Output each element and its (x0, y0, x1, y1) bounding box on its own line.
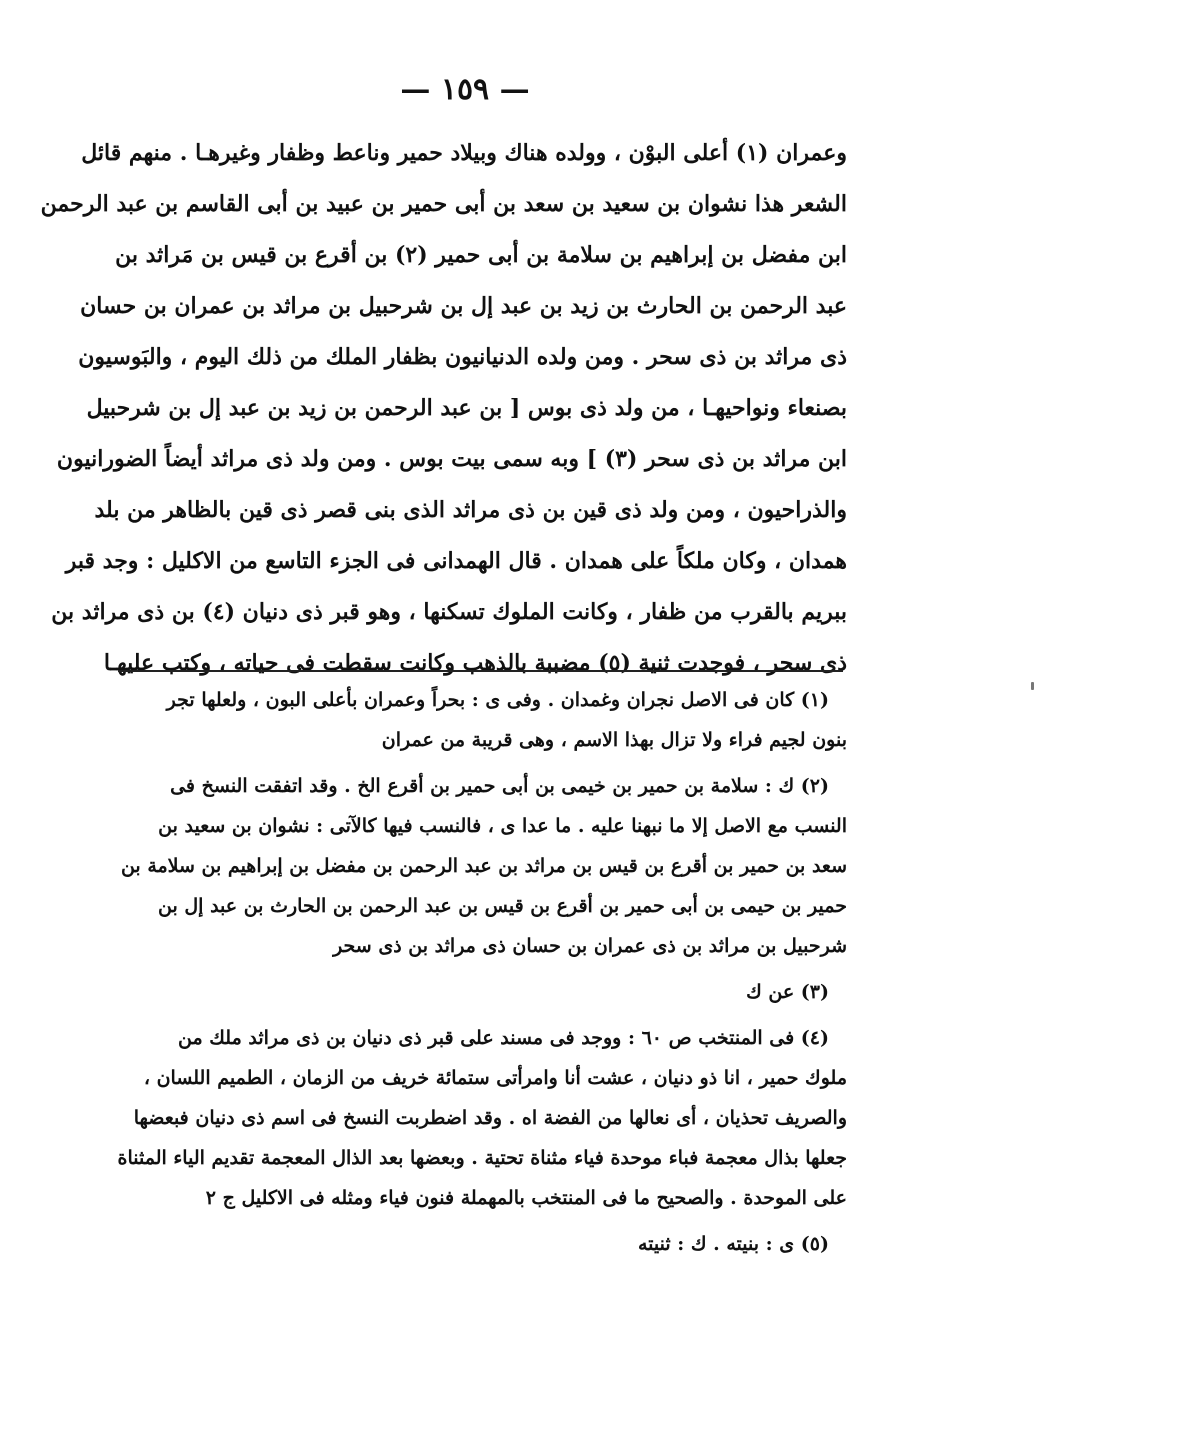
body-line: ذى مراثد بن ذى سحر . ومن ولده الدنيانيون بظفار الملك من ذلك اليوم ، والبَوسيون (78, 344, 847, 370)
main-text (40, 128, 847, 689)
body-line: ببريم بالقرب من ظفار ، وكانت الملوك تسكنها ، وهو قبر ذى دنيان (٤) بن ذى مراثد بن (51, 599, 847, 625)
footnote-line: سعد بن حمير بن أقرع بن قيس بن مراثد بن عبد الرحمن بن مفضل بن إبراهيم بن سلامة بن (120, 855, 847, 877)
footnote-5 (112, 1224, 847, 1264)
footnote-line: بنون لجيم فراء ولا تزال بهذا الاسم ، وهى قريبة من عمران (381, 729, 847, 751)
footnote-line: (٢) ك : سلامة بن حمير بن خيمى بن أبى حمير بن أقرع الخ . وقد اتفقت النسخ فى (170, 775, 829, 797)
footnote-line: شرحبيل بن مراثد بن ذى عمران بن حسان ذى مراثد بن ذى سحر (333, 935, 847, 957)
body-line: بصنعاء ونواحيهـا ، من ولد ذى بوس [ بن عبد الرحمن بن زيد بن عبد إل بن شرحبيل (86, 395, 847, 421)
body-line: همدان ، وكان ملكاً على همدان . قال الهمدانى فى الجزء التاسع من الاكليل : وجد قبر (65, 548, 847, 574)
body-line: ابن مفضل بن إبراهيم بن سلامة بن أبى حمير (٢) بن أقرع بن قيس بن مَراثد بن (115, 242, 847, 268)
footnote-line: حمير بن حيمى بن أبى حمير بن أقرع بن قيس بن عبد الرحمن بن الحارث بن عبد إل بن (158, 895, 847, 917)
footnote-3 (112, 972, 847, 1012)
footnotes (112, 680, 847, 1270)
footnote-line: جعلها بذال معجمة فباء موحدة فياء مثناة تحتية . وبعضها بعد الذال المعجمة تقديم الياء المثناة (117, 1147, 847, 1169)
footnote-line: والصريف تحذيان ، أى نعالها من الفضة اه . وقد اضطربت النسخ فى اسم ذى دنيان فبعضها (133, 1107, 847, 1129)
footnote-line: (١) كان فى الاصل نجران وغمدان . وفى ى : بحراً وعمران بأعلى البون ، ولعلها تجر (166, 689, 829, 711)
body-line: الشعر هذا نشوان بن سعيد بن سعد بن أبى حمير بن عبيد بن أبى القاسم بن عبد الرحمن (40, 191, 847, 217)
footnote-line: (٥) ى : بنيته . ك : ثنيته (637, 1233, 829, 1255)
scan-speck (1031, 682, 1034, 690)
page-number: — ١٥٩ — (400, 72, 530, 107)
footnote-4 (112, 1018, 847, 1218)
footnote-separator (118, 670, 843, 672)
footnote-line: على الموحدة . والصحيح ما فى المنتخب بالمهملة فنون فياء ومثله فى الاكليل ج ٢ (205, 1187, 847, 1209)
body-line: عبد الرحمن بن الحارث بن زيد بن عبد إل بن شرحبيل بن مراثد بن عمران بن حسان (80, 293, 847, 319)
body-line: والذراحيون ، ومن ولد ذى قين بن ذى مراثد الذى بنى قصر ذى قين بالظاهر من بلد (94, 497, 847, 523)
body-line: ذى سحر ، فوجدت ثنية (٥) مضببة بالذهب وكانت سقطت فى حياته ، وكتب عليهـا (103, 650, 847, 676)
body-line: ابن مراثد بن ذى سحر (٣) ] وبه سمى بيت بوس . ومن ولد ذى مراثد أيضاً الضورانيون (56, 446, 847, 472)
footnote-1 (112, 680, 847, 760)
footnote-line: ملوك حمير ، انا ذو دنيان ، عشت أنا وامرأتى ستمائة خريف من الزمان ، الطميم اللسان ، (143, 1067, 847, 1089)
footnote-line: (٣) عن ك (746, 981, 829, 1003)
footnote-2 (112, 766, 847, 966)
footnote-line: (٤) فى المنتخب ص ٦٠ : ووجد فى مسند على قبر ذى دنيان بن ذى مراثد ملك من (178, 1027, 829, 1049)
body-line: وعمران (١) أعلى البوْن ، وولده هناك وبيلاد حمير وناعط وظفار وغيرهـا . منهم قائل (81, 140, 847, 166)
footnote-line: النسب مع الاصل إلا ما نبهنا عليه . ما عدا ى ، فالنسب فيها كالآتى : نشوان بن سعيد بن (158, 815, 847, 837)
